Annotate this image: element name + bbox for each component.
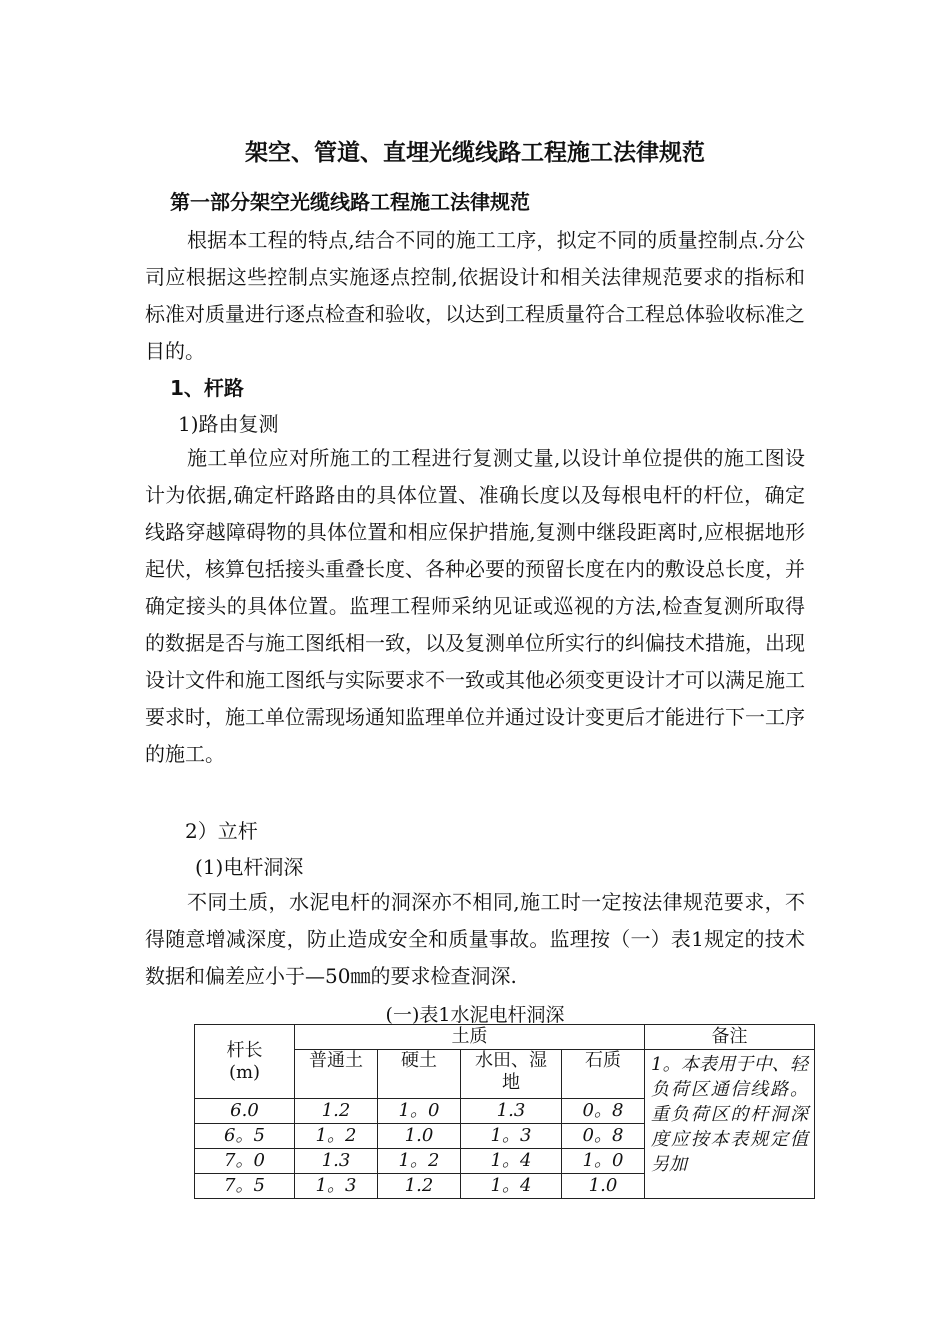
cell-value: 1.0 bbox=[562, 1174, 645, 1199]
subsection-heading: 1)路由复测 bbox=[178, 412, 279, 436]
header-soil: 土质 bbox=[295, 1025, 645, 1050]
header-soil-type: 硬土 bbox=[378, 1050, 461, 1099]
table-caption: (一)表1水泥电杆洞深 bbox=[385, 1004, 565, 1026]
cell-value: 1。0 bbox=[562, 1149, 645, 1174]
header-soil-type: 普通土 bbox=[295, 1050, 378, 1099]
cell-value: 1.3 bbox=[295, 1149, 378, 1174]
header-note: 备注 bbox=[645, 1025, 815, 1050]
cell-value: 1。4 bbox=[461, 1174, 562, 1199]
survey-paragraph: 施工单位应对所施工的工程进行复测丈量,以设计单位提供的施工图设计为依据,确定杆路路由的具体位置、准确长度以及每根电杆的杆位，确定线路穿越障碍物的具体位置和相应保护措施,复测中继段距离时,应根据地形起伏，核算包括接头重叠长度、各种必要的预留长度在内的敷设总长度，并确定接头的具体位置。监理工程师采纳见证或巡视的方法,检查复测所取得的数据是否与施工图纸相一致，以及复测单位所实行的纠偏技术措施，出现设计文件和施工图纸与实际要求不一致或其他必须变更设计才可以满足施工要求时，施工单位需现场通知监理单位并通过设计变更后才能进行下一工序的施工。 bbox=[145, 446, 805, 766]
section-heading: 1、杆路 bbox=[170, 376, 244, 400]
part-heading: 第一部分架空光缆线路工程施工法律规范 bbox=[170, 190, 530, 214]
subsection-heading: 2）立杆 bbox=[185, 819, 258, 843]
cell-value: 1。3 bbox=[461, 1124, 562, 1149]
cell-value: 1。3 bbox=[295, 1174, 378, 1199]
header-soil-type: 水田、湿地 bbox=[461, 1050, 562, 1099]
cell-length: 6.0 bbox=[195, 1099, 295, 1124]
header-pole-length: 杆长(m) bbox=[195, 1025, 295, 1099]
cell-value: 1。2 bbox=[295, 1124, 378, 1149]
cell-value: 1。0 bbox=[378, 1099, 461, 1124]
note-cell: 1。本表用于中、轻负荷区通信线路。重负荷区的杆洞深度应按本表规定值另加 bbox=[645, 1050, 815, 1199]
cell-value: 1.3 bbox=[461, 1099, 562, 1124]
cell-value: 1.0 bbox=[378, 1124, 461, 1149]
header-soil-type: 石质 bbox=[562, 1050, 645, 1099]
cell-length: 7。0 bbox=[195, 1149, 295, 1174]
cell-value: 1.2 bbox=[378, 1174, 461, 1199]
cell-length: 7。5 bbox=[195, 1174, 295, 1199]
subsubsection-heading: (1)电杆洞深 bbox=[195, 855, 304, 879]
depth-paragraph: 不同土质，水泥电杆的洞深亦不相同,施工时一定按法律规范要求，不得随意增减深度，防止造成安全和质量事故。监理按（一）表1规定的技术数据和偏差应小于—50㎜的要求检查洞深. bbox=[145, 890, 805, 988]
cell-value: 1。2 bbox=[378, 1149, 461, 1174]
document-title: 架空、管道、直埋光缆线路工程施工法律规范 bbox=[245, 140, 705, 166]
cell-value: 0。8 bbox=[562, 1124, 645, 1149]
cell-value: 1.2 bbox=[295, 1099, 378, 1124]
cell-value: 0。8 bbox=[562, 1099, 645, 1124]
pole-depth-table bbox=[194, 1024, 815, 1199]
intro-paragraph: 根据本工程的特点,结合不同的施工工序，拟定不同的质量控制点.分公司应根据这些控制点实施逐点控制,依据设计和相关法律规范要求的指标和标准对质量进行逐点检查和验收，以达到工程质量符合工程总体验收标准之目的。 bbox=[145, 228, 805, 363]
cell-length: 6。5 bbox=[195, 1124, 295, 1149]
cell-value: 1。4 bbox=[461, 1149, 562, 1174]
